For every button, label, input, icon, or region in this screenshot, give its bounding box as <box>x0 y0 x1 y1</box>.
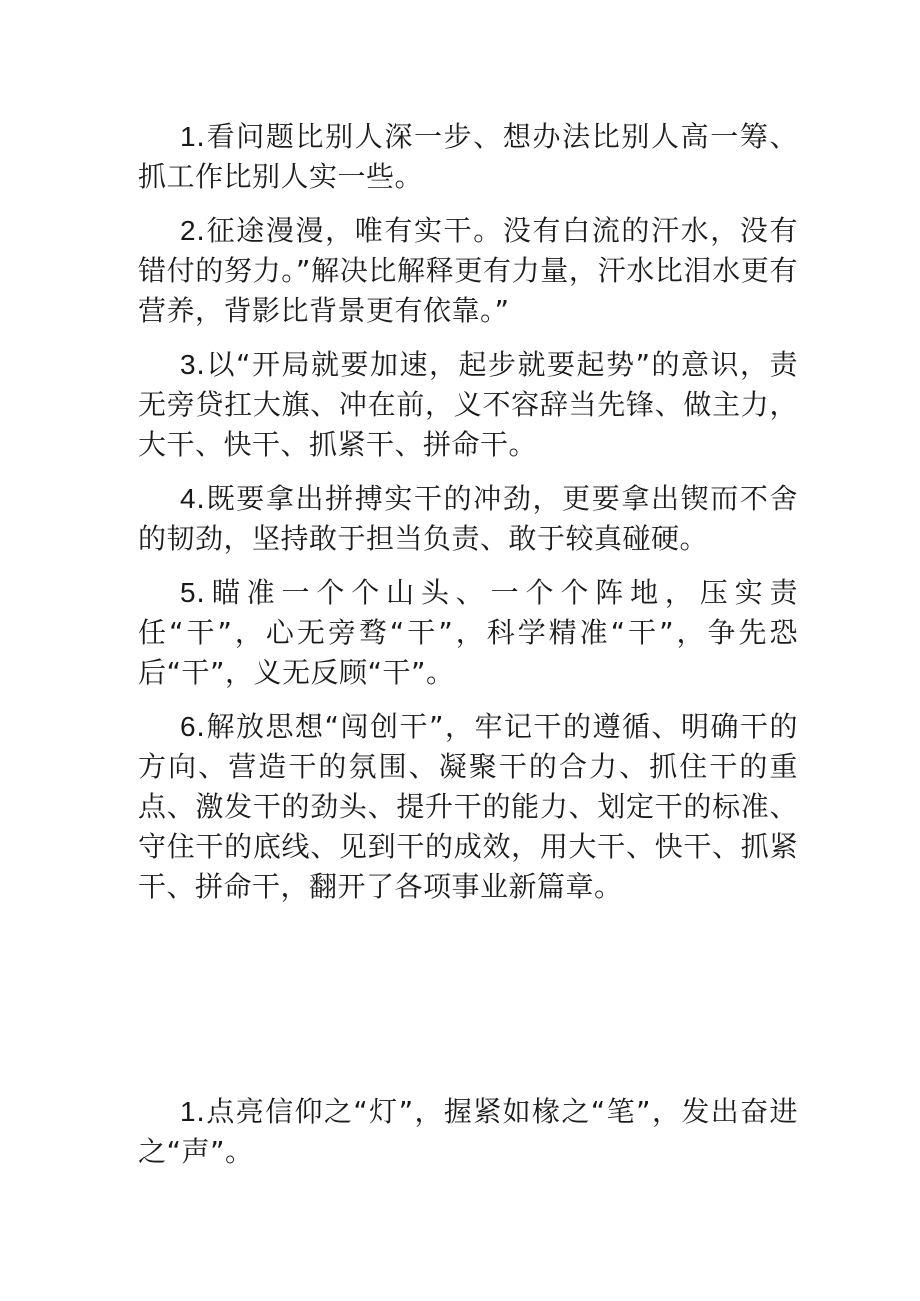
quote-item-4 <box>138 479 798 559</box>
quote-item-6 <box>138 707 798 907</box>
quote-item-3 <box>138 345 798 465</box>
item-number: 4 <box>180 483 197 514</box>
item-text: .瞄准一个个山头、一个个阵地，压实责任“干”，心无旁骛“干”，科学精准“干”，争先恐后“干”，义无反顾“干”。 <box>138 576 798 689</box>
item-number: 1 <box>180 121 197 152</box>
quote-item-1 <box>138 117 798 197</box>
item-text: .以“开局就要加速，起步就要起势”的意识，责无旁贷扛大旗、冲在前，义不容辞当先锋、做主力，大干、快干、抓紧干、拼命干。 <box>138 348 798 461</box>
item-text: .征途漫漫，唯有实干。没有白流的汗水，没有错付的努力。”解决比解释更有力量，汗水比泪水更有营养，背影比背景更有依靠。” <box>138 214 798 327</box>
item-number: 6 <box>180 711 197 742</box>
quote-item-5 <box>138 573 798 693</box>
item-number: 2 <box>180 215 197 246</box>
item-text: .既要拿出拼搏实干的冲劲，更要拿出锲而不舍的韧劲，坚持敢于担当负责、敢于较真碰硬。 <box>138 482 798 555</box>
quote-item-1 <box>138 1092 798 1172</box>
item-number: 1 <box>180 1096 197 1127</box>
quote-list-section-2 <box>138 1092 798 1186</box>
quote-item-2 <box>138 211 798 331</box>
item-number: 5 <box>180 577 197 608</box>
item-text: .点亮信仰之“灯”，握紧如椽之“笔”，发出奋进之“声”。 <box>138 1095 798 1168</box>
item-text: .解放思想“闯创干”，牢记干的遵循、明确干的方向、营造干的氛围、凝聚干的合力、抓住干的重点、激发干的劲头、提升干的能力、划定干的标准、守住干的底线、见到干的成效，用大干、快干、抓紧干、拼命干，翻开了各项事业新篇章。 <box>138 710 798 903</box>
item-text: .看问题比别人深一步、想办法比别人高一筹、抓工作比别人实一些。 <box>138 120 798 193</box>
item-number: 3 <box>180 349 197 380</box>
quote-list-section-1 <box>138 117 798 921</box>
